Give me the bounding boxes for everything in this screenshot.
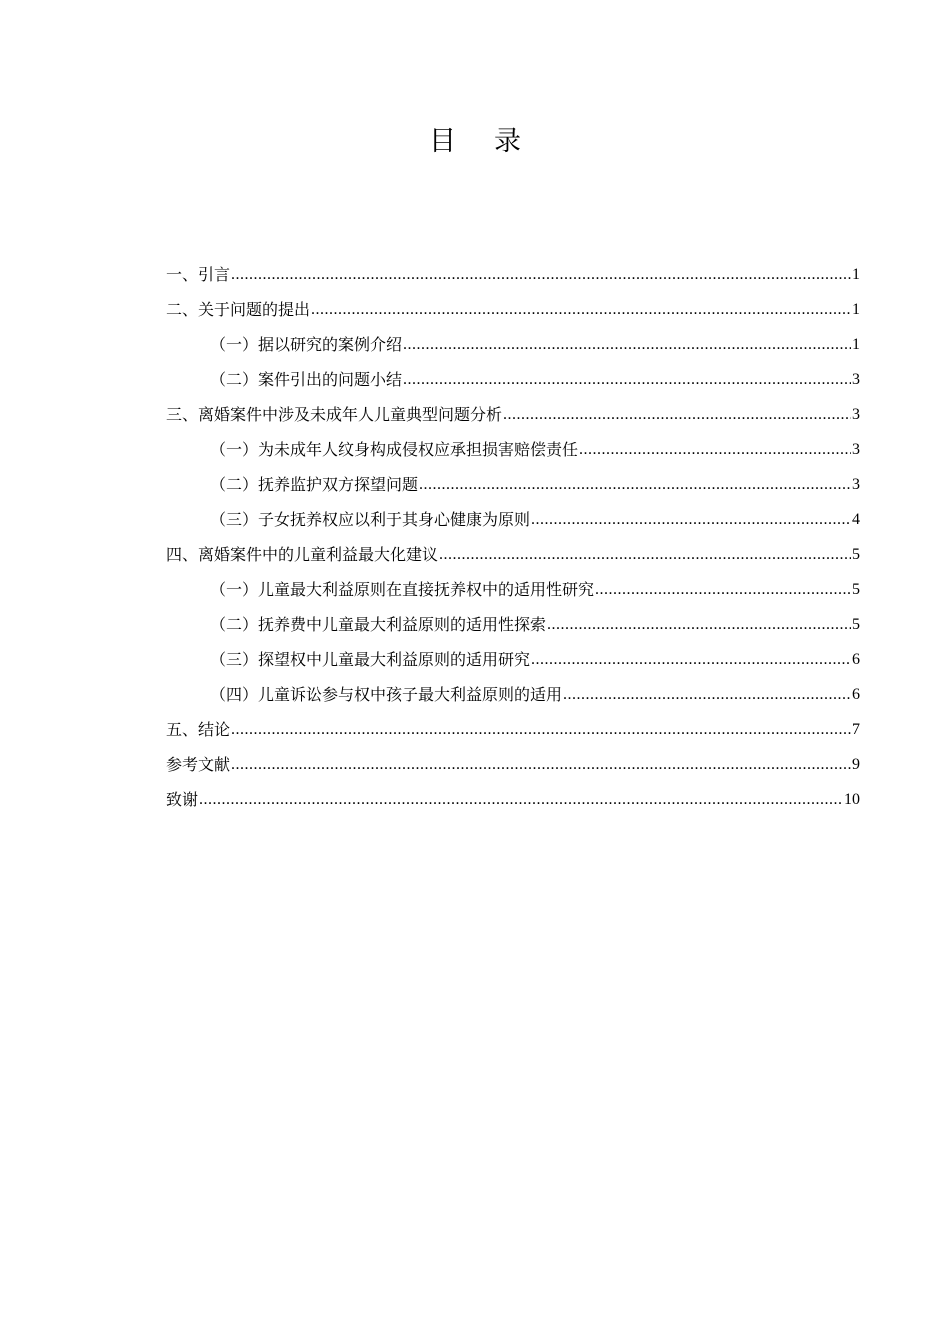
toc-entry-label: 三、离婚案件中涉及未成年人儿童典型问题分析 [166, 405, 503, 424]
toc-entry[interactable] [166, 252, 860, 287]
toc-entry-page-number: 9 [852, 756, 860, 773]
toc-entry[interactable] [166, 707, 860, 742]
toc-dot-leader [403, 335, 851, 357]
toc-entry-label: 二、关于问题的提出 [166, 300, 311, 319]
toc-entry-page-number: 10 [844, 791, 860, 808]
toc-entry-label: （三）子女抚养权应以利于其身心健康为原则 [210, 510, 531, 529]
toc-entry-label: （二）抚养费中儿童最大利益原则的适用性探索 [210, 615, 547, 634]
toc-dot-leader [531, 510, 851, 532]
page-title: 目录 [429, 126, 559, 157]
toc-entry-page-number: 1 [852, 266, 860, 283]
toc-entry[interactable] [166, 777, 860, 812]
toc-dot-leader [231, 720, 851, 742]
toc-entry[interactable] [166, 392, 860, 427]
toc-entry[interactable] [166, 427, 860, 462]
toc-dot-leader [531, 650, 851, 672]
toc-dot-leader [547, 615, 851, 637]
toc-entry-page-number: 3 [852, 371, 860, 388]
toc-entry[interactable] [166, 532, 860, 567]
toc-entry-label: 一、引言 [166, 265, 231, 284]
toc-dot-leader [419, 475, 851, 497]
toc-entry[interactable] [166, 462, 860, 497]
toc-entry-page-number: 3 [852, 441, 860, 458]
toc-entry-page-number: 3 [852, 476, 860, 493]
toc-dot-leader [231, 265, 851, 287]
toc-dot-leader [439, 545, 851, 567]
toc-entry-page-number: 5 [852, 546, 860, 563]
toc-entry-label: （一）儿童最大利益原则在直接抚养权中的适用性研究 [210, 580, 595, 599]
toc-entry[interactable] [166, 602, 860, 637]
toc-entry[interactable] [166, 322, 860, 357]
toc-entry[interactable] [166, 672, 860, 707]
toc-entry[interactable] [166, 742, 860, 777]
toc-entry-label: （二）案件引出的问题小结 [210, 370, 403, 389]
toc-entry-page-number: 5 [852, 581, 860, 598]
toc-entry-label: （二）抚养监护双方探望问题 [210, 475, 419, 494]
toc-dot-leader [403, 370, 851, 392]
table-of-contents [166, 252, 860, 812]
toc-entry-page-number: 5 [852, 616, 860, 633]
toc-entry[interactable] [166, 287, 860, 322]
toc-entry-page-number: 7 [852, 721, 860, 738]
toc-entry-label: （一）据以研究的案例介绍 [210, 335, 403, 354]
toc-dot-leader [595, 580, 851, 602]
toc-entry-label: （三）探望权中儿童最大利益原则的适用研究 [210, 650, 531, 669]
toc-entry-label: （四）儿童诉讼参与权中孩子最大利益原则的适用 [210, 685, 563, 704]
toc-dot-leader [563, 685, 851, 707]
toc-entry-page-number: 4 [852, 511, 860, 528]
toc-entry-label: 四、离婚案件中的儿童利益最大化建议 [166, 545, 439, 564]
toc-entry-label: 五、结论 [166, 720, 231, 739]
toc-entry-page-number: 1 [852, 301, 860, 318]
toc-dot-leader [231, 755, 851, 777]
toc-dot-leader [503, 405, 851, 427]
toc-entry[interactable] [166, 497, 860, 532]
toc-entry[interactable] [166, 567, 860, 602]
toc-entry-label: （一）为未成年人纹身构成侵权应承担损害赔偿责任 [210, 440, 579, 459]
toc-entry-label: 参考文献 [166, 755, 231, 774]
toc-dot-leader [311, 300, 851, 322]
toc-entry[interactable] [166, 357, 860, 392]
toc-dot-leader [199, 790, 843, 812]
toc-entry-page-number: 3 [852, 406, 860, 423]
toc-entry-page-number: 1 [852, 336, 860, 353]
toc-entry-label: 致谢 [166, 790, 199, 809]
toc-entry-page-number: 6 [852, 651, 860, 668]
toc-entry-page-number: 6 [852, 686, 860, 703]
toc-entry[interactable] [166, 637, 860, 672]
toc-dot-leader [579, 440, 851, 462]
